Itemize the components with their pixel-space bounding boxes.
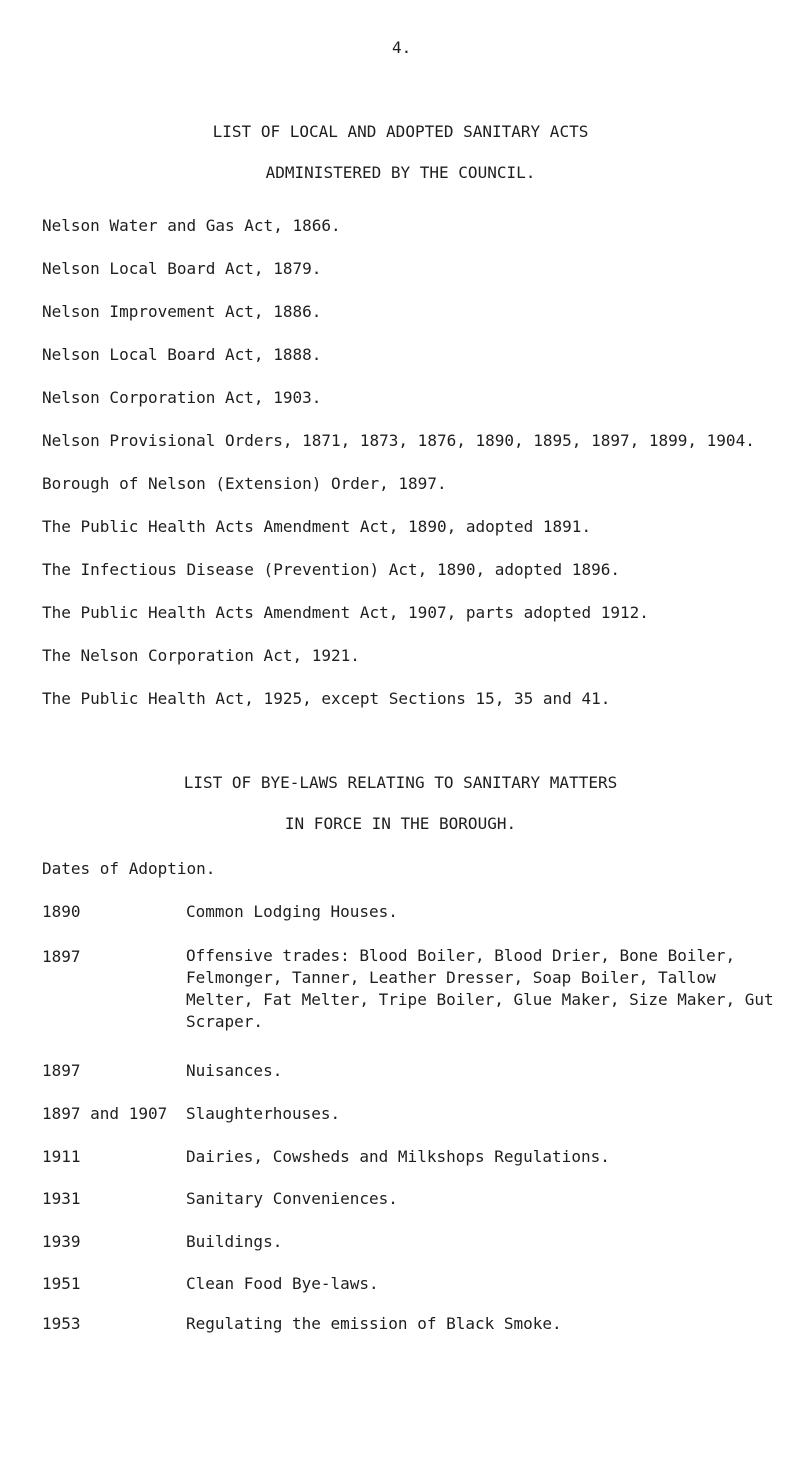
acts-heading-line1: LIST OF LOCAL AND ADOPTED SANITARY ACTS xyxy=(212,122,589,141)
act-item: Nelson Corporation Act, 1903. xyxy=(42,388,322,407)
page-number: 4. xyxy=(392,38,412,57)
byelaws-heading-line2: IN FORCE IN THE BOROUGH. xyxy=(284,814,517,833)
act-item: The Nelson Corporation Act, 1921. xyxy=(42,646,360,665)
byelaw-year: 1897 xyxy=(42,947,81,966)
byelaw-description: Dairies, Cowsheds and Milkshops Regulations. xyxy=(186,1147,610,1166)
byelaw-description: Buildings. xyxy=(186,1232,283,1251)
act-item: Nelson Improvement Act, 1886. xyxy=(42,302,322,321)
act-item: Nelson Local Board Act, 1879. xyxy=(42,259,322,278)
acts-heading-line2: ADMINISTERED BY THE COUNCIL. xyxy=(265,163,536,182)
byelaw-year: 1897 xyxy=(42,1061,81,1080)
byelaw-description: Regulating the emission of Black Smoke. xyxy=(186,1314,562,1333)
byelaws-heading-line1: LIST OF BYE-LAWS RELATING TO SANITARY MATTERS xyxy=(183,773,618,792)
act-item: The Public Health Acts Amendment Act, 1890, adopted 1891. xyxy=(42,517,592,536)
byelaw-year: 1931 xyxy=(42,1189,81,1208)
byelaw-year: 1953 xyxy=(42,1314,81,1333)
byelaw-description: Offensive trades: Blood Boiler, Blood Drier, Bone Boiler, Felmonger, Tanner, Leather Dresser, Soap Boiler, Tallow Melter, Fat Melter, Tripe Boiler, Glue Maker, Size Maker, Gut Scraper. xyxy=(186,946,774,1031)
act-item: Nelson Water and Gas Act, 1866. xyxy=(42,216,341,235)
act-item: Nelson Provisional Orders, 1871, 1873, 1876, 1890, 1895, 1897, 1899, 1904. xyxy=(42,431,755,450)
dates-of-adoption-label: Dates of Adoption. xyxy=(42,859,216,878)
act-item: Borough of Nelson (Extension) Order, 1897. xyxy=(42,474,447,493)
act-item: The Public Health Acts Amendment Act, 1907, parts adopted 1912. xyxy=(42,603,649,622)
act-item: Nelson Local Board Act, 1888. xyxy=(42,345,322,364)
byelaw-description: Clean Food Bye-laws. xyxy=(186,1274,379,1293)
byelaw-description: Sanitary Conveniences. xyxy=(186,1189,398,1208)
byelaw-description: Common Lodging Houses. xyxy=(186,902,398,921)
byelaw-description: Nuisances. xyxy=(186,1061,283,1080)
byelaw-year: 1897 and 1907 xyxy=(42,1104,168,1123)
byelaw-year: 1951 xyxy=(42,1274,81,1293)
byelaw-year: 1911 xyxy=(42,1147,81,1166)
act-item: The Infectious Disease (Prevention) Act, 1890, adopted 1896. xyxy=(42,560,620,579)
byelaw-year: 1939 xyxy=(42,1232,81,1251)
byelaw-year: 1890 xyxy=(42,902,81,921)
byelaw-description: Slaughterhouses. xyxy=(186,1104,341,1123)
act-item: The Public Health Act, 1925, except Sections 15, 35 and 41. xyxy=(42,689,611,708)
